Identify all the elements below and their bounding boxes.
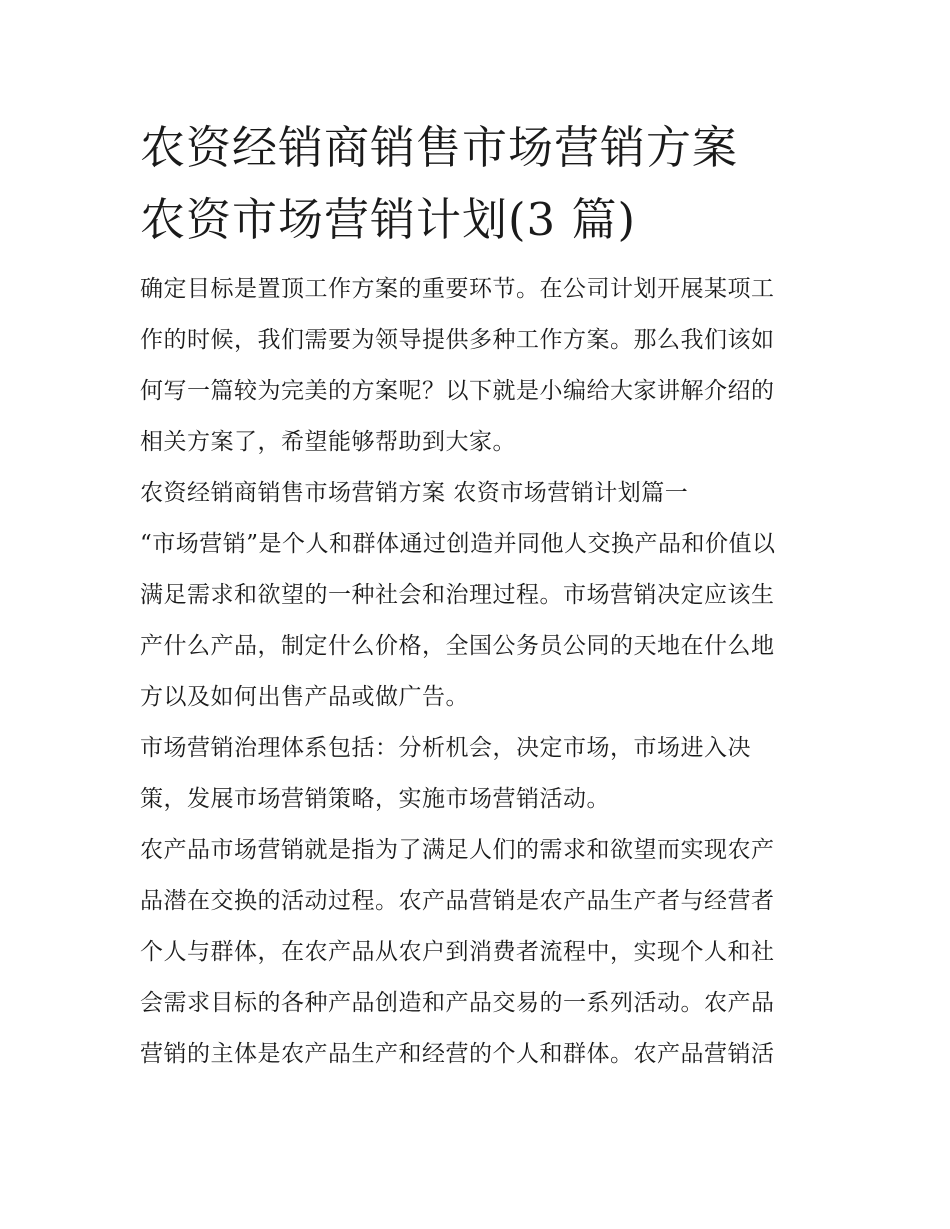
title-line-1: 农资经销商销售市场营销方案 (140, 121, 739, 174)
text-line: 品潜在交换的活动过程。农产品营销是农产品生产者与经营者 (140, 888, 775, 914)
text-line: 农资经销商销售市场营销方案 农资市场营销计划篇一 (140, 480, 689, 506)
text-line: 作的时候，我们需要为领导提供多种工作方案。那么我们该如 (140, 327, 775, 353)
document-title (140, 112, 820, 256)
paragraph-2 (140, 519, 820, 723)
text-line: 会需求目标的各种产品创造和产品交易的一系列活动。农产品 (140, 990, 775, 1016)
document-page (140, 112, 820, 1080)
text-line: 个人与群体，在农产品从农户到消费者流程中，实现个人和社 (140, 939, 775, 965)
text-line: 农产品市场营销就是指为了满足人们的需求和欲望而实现农产 (140, 837, 775, 863)
section-heading (140, 468, 820, 519)
text-line: 营销的主体是农产品生产和经营的个人和群体。农产品营销活 (140, 1041, 775, 1067)
text-line: 相关方案了，希望能够帮助到大家。 (140, 429, 516, 455)
text-line: 方以及如何出售产品或做广告。 (140, 684, 469, 710)
text-line: 满足需求和欲望的一种社会和治理过程。市场营销决定应该生 (140, 582, 775, 608)
text-line: 确定目标是置顶工作方案的重要环节。在公司计划开展某项工 (140, 276, 775, 302)
text-line: 何写一篇较为完美的方案呢？以下就是小编给大家讲解介绍的 (140, 378, 775, 404)
text-line: 产什么产品，制定什么价格，全国公务员公同的天地在什么地 (140, 633, 775, 659)
paragraph-4 (140, 825, 820, 1080)
text-line: 市场营销治理体系包括：分析机会，决定市场，市场进入决 (140, 735, 751, 761)
text-line: “市场营销”是个人和群体通过创造并同他人交换产品和价值以 (140, 531, 776, 557)
paragraph-3 (140, 723, 820, 825)
title-line-2: 农资市场营销计划(3 篇) (140, 193, 637, 246)
text-line: 策，发展市场营销策略，实施市场营销活动。 (140, 786, 610, 812)
paragraph-1 (140, 264, 820, 468)
